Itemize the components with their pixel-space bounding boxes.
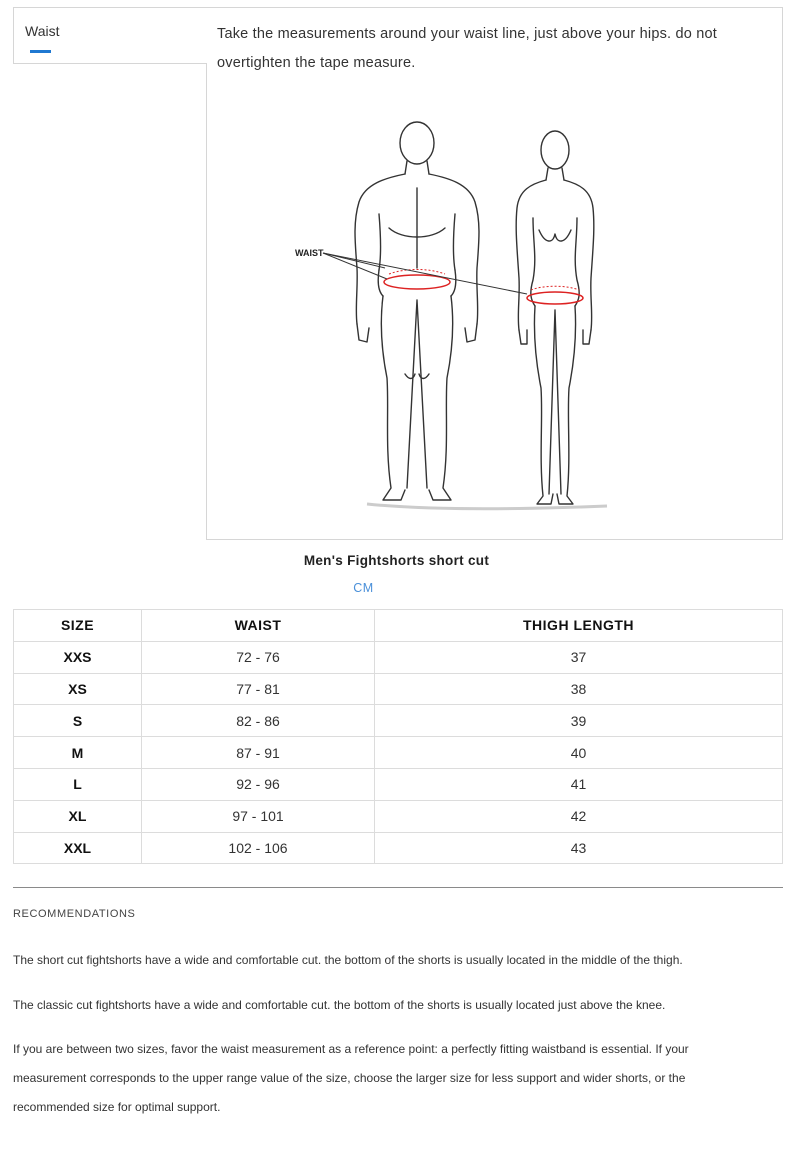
female-figure <box>516 131 594 504</box>
measurement-instructions: Take the measurements around your waist line, just above your hips. do not overtighten the tape measure. <box>217 26 718 71</box>
tab-waist-label: Waist <box>25 23 60 39</box>
thigh-cell: 37 <box>375 641 783 673</box>
tab-active-indicator <box>30 50 51 53</box>
size-table <box>13 609 783 864</box>
table-header-row <box>14 610 783 642</box>
recommendation-short-cut: The short cut fightshorts have a wide and comfortable cut. the bottom of the shorts is usually located in the middle of the thigh. <box>13 953 683 967</box>
table-row <box>14 768 783 800</box>
table-row <box>14 673 783 705</box>
thigh-cell: 42 <box>375 800 783 832</box>
table-row <box>14 705 783 737</box>
measurement-panel <box>206 7 783 540</box>
size-cell: XXL <box>14 832 142 864</box>
thigh-cell: 40 <box>375 737 783 769</box>
recommendation-classic-cut: The classic cut fightshorts have a wide and comfortable cut. the bottom of the shorts is usually located just above the knee. <box>13 998 666 1012</box>
table-row <box>14 832 783 864</box>
waist-cell: 77 - 81 <box>142 673 375 705</box>
header-waist: WAIST <box>142 610 375 642</box>
recommendations-title: RECOMMENDATIONS <box>13 908 136 920</box>
size-cell: S <box>14 705 142 737</box>
table-row <box>14 641 783 673</box>
thigh-cell: 43 <box>375 832 783 864</box>
size-cell: M <box>14 737 142 769</box>
waist-callout-label: WAIST <box>295 248 324 258</box>
section-divider <box>13 887 783 888</box>
waist-measurement-illustration <box>287 118 627 518</box>
header-size: SIZE <box>14 610 142 642</box>
header-thigh-length: THIGH LENGTH <box>375 610 783 642</box>
size-cell: XL <box>14 800 142 832</box>
size-chart-title: Men's Fightshorts short cut <box>303 553 490 568</box>
thigh-cell: 38 <box>375 673 783 705</box>
waist-cell: 87 - 91 <box>142 737 375 769</box>
size-cell: XXS <box>14 641 142 673</box>
male-figure <box>355 122 479 500</box>
size-cell: XS <box>14 673 142 705</box>
waist-cell: 92 - 96 <box>142 768 375 800</box>
waist-cell: 72 - 76 <box>142 641 375 673</box>
waist-cell: 82 - 86 <box>142 705 375 737</box>
thigh-cell: 39 <box>375 705 783 737</box>
waist-markers <box>384 275 583 304</box>
waist-cell: 102 - 106 <box>142 832 375 864</box>
waist-cell: 97 - 101 <box>142 800 375 832</box>
thigh-cell: 41 <box>375 768 783 800</box>
unit-toggle-cm[interactable]: CM <box>353 581 374 595</box>
table-row <box>14 800 783 832</box>
size-cell: L <box>14 768 142 800</box>
table-row <box>14 737 783 769</box>
tab-waist[interactable] <box>13 7 207 64</box>
recommendation-between-sizes: If you are between two sizes, favor the waist measurement as a reference point: a perfectly fitting waistband is essential. If your measurement corresponds to the upper range value of the size, choose the larger size for less support and wider shorts, or the recommended size for optimal support. <box>13 1042 689 1114</box>
